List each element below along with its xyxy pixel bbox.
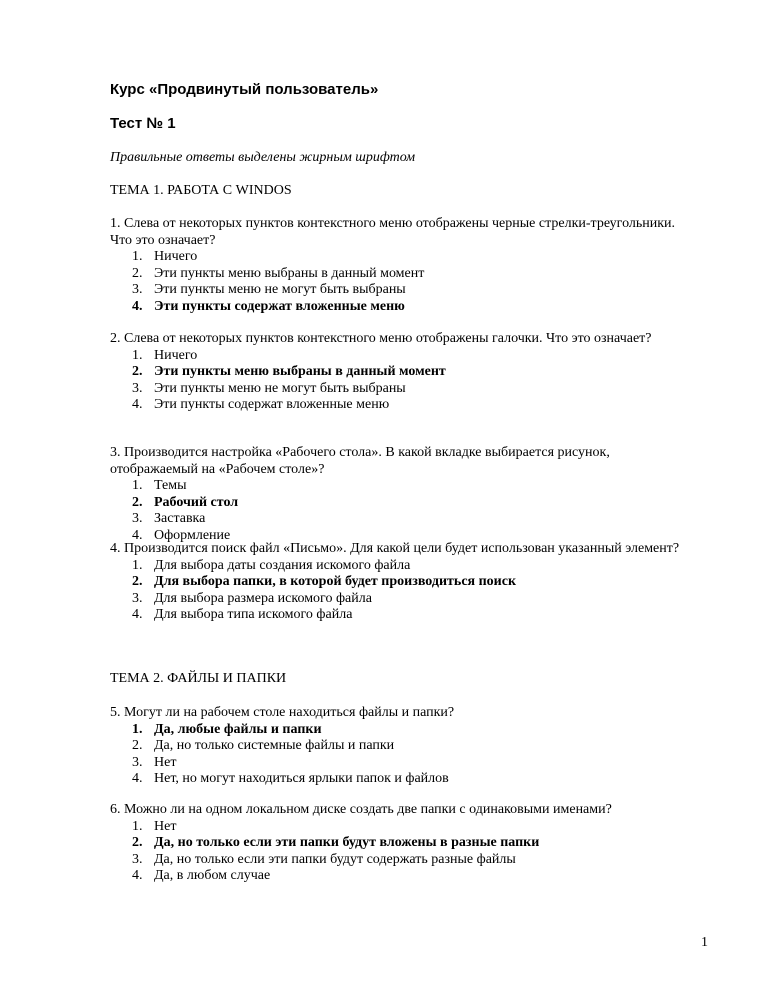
answer-option: 3. Эти пункты меню не могут быть выбраны	[132, 380, 406, 396]
question-text: 2. Слева от некоторых пунктов контекстного меню отображены галочки. Что это означает?	[110, 331, 652, 346]
question-4	[110, 541, 690, 624]
answer-option: 1. Да, любые файлы и папки	[132, 721, 322, 737]
course-title: Курс «Продвинутый пользователь»	[110, 81, 379, 98]
question-1	[110, 216, 690, 315]
answer-list	[110, 478, 690, 544]
question-text: 1. Слева от некоторых пунктов контекстного меню отображены черные стрелки-треугольники. Что это означает?	[110, 216, 676, 248]
answer-list	[110, 819, 690, 885]
test-title: Тест № 1	[110, 115, 176, 132]
answer-option: 4. Да, в любом случае	[132, 868, 271, 883]
answer-option: 4. Эти пункты содержат вложенные меню	[132, 298, 405, 314]
question-text: 3. Производится настройка «Рабочего стола». В какой вкладке выбирается рисунок, отображаемый на «Рабочем столе»?	[110, 445, 610, 477]
answer-option: 3. Заставка	[132, 511, 206, 526]
answer-option: 1. Для выбора даты создания искомого файла	[132, 557, 411, 573]
answer-list	[110, 348, 690, 414]
answer-option: 4. Нет, но могут находиться ярлыки папок и файлов	[132, 771, 449, 786]
answer-option: 3. Да, но только если эти папки будут содержать разные файлы	[132, 851, 516, 867]
page-number: 1	[701, 935, 708, 950]
question-text: 6. Можно ли на одном локальном диске создать две папки с одинаковыми именами?	[110, 802, 612, 817]
answer-option: 2. Рабочий стол	[132, 494, 239, 510]
question-text: 5. Могут ли на рабочем столе находиться файлы и папки?	[110, 705, 455, 720]
topic-1-title: ТЕМА 1. РАБОТА С WINDOS	[110, 183, 292, 198]
question-5	[110, 705, 690, 788]
answer-option: 2. Для выбора папки, в которой будет производиться поиск	[132, 574, 517, 589]
question-2	[110, 331, 690, 414]
answer-option: 2. Эти пункты меню выбраны в данный момент	[132, 364, 446, 379]
answer-option: 3. Нет	[132, 754, 177, 770]
question-6	[110, 802, 690, 885]
answer-option: 1. Темы	[132, 478, 187, 493]
answer-option: 1. Ничего	[132, 347, 198, 363]
question-3	[110, 445, 690, 544]
question-text: 4. Производится поиск файл «Письмо». Для какой цели будет использован указанный элемент?	[110, 541, 680, 556]
topic-2-title: ТЕМА 2. ФАЙЛЫ И ПАПКИ	[110, 671, 287, 686]
answer-list	[110, 722, 690, 788]
answer-list	[110, 558, 690, 624]
answer-option: 4. Оформление	[132, 527, 231, 543]
answer-option: 3. Для выбора размера искомого файла	[132, 590, 372, 606]
answer-option: 1. Ничего	[132, 249, 198, 264]
answer-option: 3. Эти пункты меню не могут быть выбраны	[132, 282, 406, 297]
answer-option: 1. Нет	[132, 818, 177, 834]
answer-option: 2. Да, но только если эти папки будут вложены в разные папки	[132, 835, 540, 850]
answer-list	[110, 249, 690, 315]
answer-option: 4. Эти пункты содержат вложенные меню	[132, 397, 390, 412]
answer-note: Правильные ответы выделены жирным шрифтом	[110, 150, 416, 165]
answer-option: 4. Для выбора типа искомого файла	[132, 607, 353, 622]
answer-option: 2. Да, но только системные файлы и папки	[132, 738, 395, 753]
answer-option: 2. Эти пункты меню выбраны в данный момент	[132, 265, 425, 281]
